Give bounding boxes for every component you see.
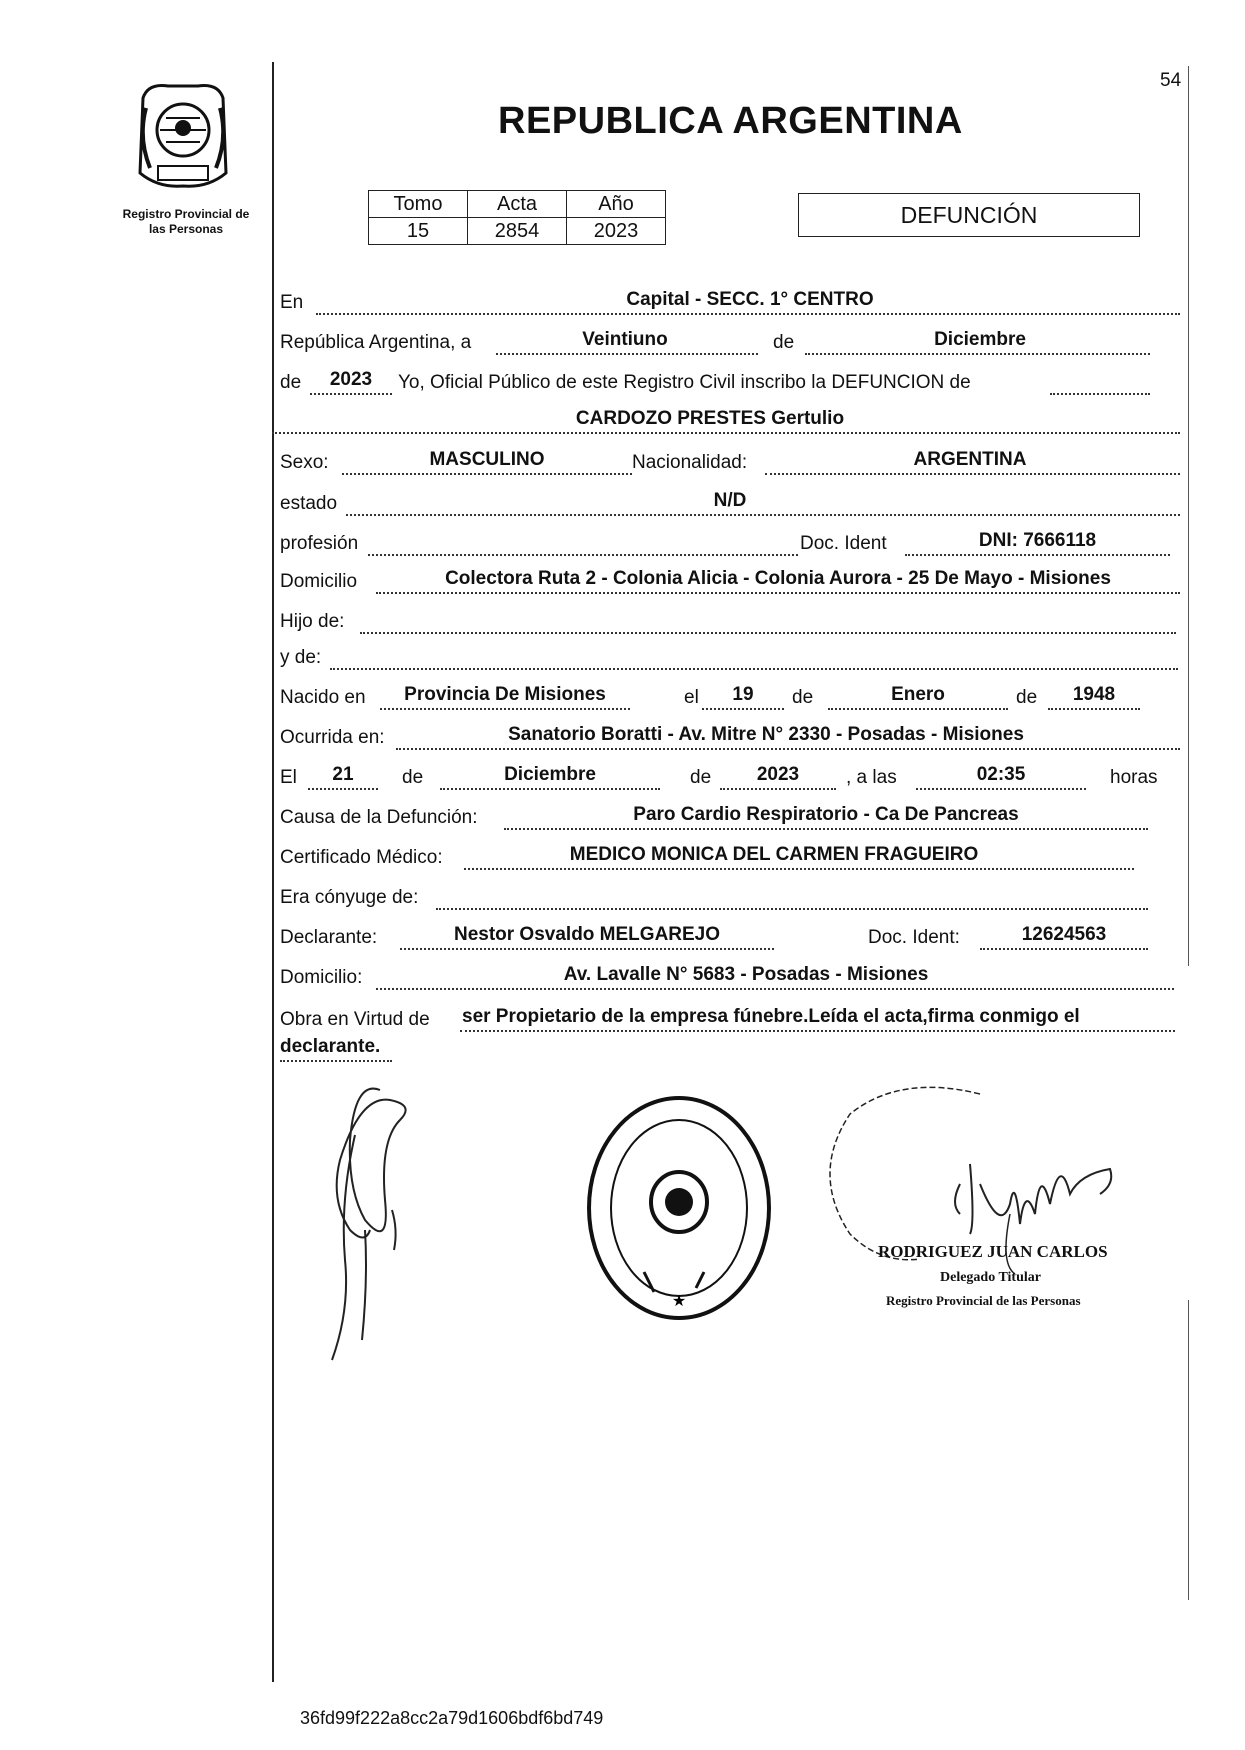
declarant-signature <box>310 1080 430 1375</box>
row-declarante <box>280 920 1180 954</box>
value-tomo: 15 <box>369 218 468 245</box>
row-domicilio <box>280 564 1180 598</box>
year-text: Yo, Oficial Público de este Registro Civil inscribo la DEFUNCION de <box>398 372 971 393</box>
month-value: Diciembre <box>934 329 1026 350</box>
row-obra-2 <box>280 1032 1180 1066</box>
year-value: 2023 <box>329 369 373 390</box>
right-margin-line <box>1188 66 1189 966</box>
nacionalidad-label: Nacionalidad: <box>632 452 748 473</box>
yde-label: y de: <box>280 647 322 668</box>
de-label: de <box>773 332 795 353</box>
row-yde <box>280 640 1180 674</box>
declarante-doc-label: Doc. Ident: <box>868 927 960 948</box>
row-republica <box>280 325 1180 359</box>
nacido-de-2: de <box>1016 687 1038 708</box>
certificado-value: MEDICO MONICA DEL CARMEN FRAGUEIRO <box>569 844 979 865</box>
domicilio-label: Domicilio <box>280 571 358 592</box>
row-en <box>280 285 1180 319</box>
ocurrida-value: Sanatorio Boratti - Av. Mitre N° 2330 - Posadas - Misiones <box>508 724 1024 745</box>
row-hijo <box>280 604 1180 638</box>
nacionalidad-value: ARGENTINA <box>913 449 1027 470</box>
en-value: Capital - SECC. 1° CENTRO <box>626 289 874 310</box>
doc-ident-label: Doc. Ident <box>800 533 887 554</box>
estado-value: N/D <box>713 490 747 511</box>
domicilio2-label: Domicilio: <box>280 967 363 988</box>
row-conyuge <box>280 880 1180 914</box>
declarante-label: Declarante: <box>280 927 378 948</box>
header-tomo: Tomo <box>369 191 468 218</box>
declarante-value: Nestor Osvaldo MELGAREJO <box>453 924 721 945</box>
row-ocurrida <box>280 720 1180 754</box>
sexo-label: Sexo: <box>280 452 329 473</box>
svg-text:★: ★ <box>671 1291 687 1310</box>
nacido-value: Provincia De Misiones <box>404 684 606 705</box>
el-de-2: de <box>690 767 712 788</box>
republica-label: República Argentina, a <box>280 332 472 353</box>
nacido-year: 1948 <box>1072 684 1116 705</box>
certificado-label: Certificado Médico: <box>280 847 443 868</box>
deceased-name: CARDOZO PRESTES Gertulio <box>575 408 845 429</box>
el-label: El <box>280 767 297 788</box>
row-estado <box>280 486 1180 520</box>
el-day: 21 <box>332 764 354 785</box>
conyuge-label: Era cónyuge de: <box>280 887 419 908</box>
left-margin-line <box>272 62 274 1682</box>
row-year <box>280 365 1180 399</box>
year-de-label: de <box>280 372 302 393</box>
row-certificado <box>280 840 1180 874</box>
ocurrida-label: Ocurrida en: <box>280 727 385 748</box>
el-horas: horas <box>1110 767 1158 788</box>
right-margin-line-lower <box>1188 1300 1189 1600</box>
row-name <box>280 404 1180 438</box>
el-time: 02:35 <box>976 764 1026 785</box>
estado-label: estado <box>280 493 338 514</box>
el-de-1: de <box>402 767 424 788</box>
obra-value: ser Propietario de la empresa fúnebre.Leída el acta,firma conmigo el <box>462 1006 1080 1027</box>
record-table <box>368 190 666 245</box>
province-logo <box>128 78 238 190</box>
doc-ident-value: DNI: 7666118 <box>978 530 1097 551</box>
causa-value: Paro Cardio Respiratorio - Ca De Pancreas <box>633 804 1019 825</box>
el-month: Diciembre <box>504 764 596 785</box>
profesion-label: profesión <box>280 533 359 554</box>
domicilio2-value: Av. Lavalle N° 5683 - Posadas - Misiones <box>563 964 929 985</box>
causa-label: Causa de la Defunción: <box>280 807 478 828</box>
value-acta: 2854 <box>468 218 567 245</box>
declarante-doc-value: 12624563 <box>1021 924 1107 945</box>
official-seal <box>584 1092 774 1329</box>
row-obra <box>280 1002 1180 1036</box>
row-causa <box>280 800 1180 834</box>
officer-title: Delegado Titular <box>940 1270 1041 1285</box>
document-hash: 36fd99f222a8cc2a79d1606bdf6bd749 <box>300 1708 604 1728</box>
nacido-de-1: de <box>792 687 814 708</box>
nacido-day: 19 <box>732 684 754 705</box>
nacido-month: Enero <box>891 684 945 705</box>
registry-label: Registro Provincial de las Personas <box>122 207 250 236</box>
page-title: REPUBLICA ARGENTINA <box>498 100 963 142</box>
row-domicilio-declarante <box>280 960 1180 994</box>
record-type-box: DEFUNCIÓN <box>798 193 1140 237</box>
domicilio-value: Colectora Ruta 2 - Colonia Alicia - Colonia Aurora - 25 De Mayo - Misiones <box>445 568 1111 589</box>
row-profesion <box>280 526 1180 560</box>
el-year: 2023 <box>756 764 800 785</box>
obra-label: Obra en Virtud de <box>280 1009 430 1030</box>
obra-value-2: declarante. <box>280 1036 381 1057</box>
hijo-label: Hijo de: <box>280 611 345 632</box>
row-sexo <box>280 445 1180 479</box>
row-fecha <box>280 760 1180 794</box>
page-number: 54 <box>1160 70 1182 91</box>
el-alas: , a las <box>846 767 897 788</box>
nacido-el-label: el <box>684 687 699 708</box>
header-anio: Año <box>567 191 666 218</box>
nacido-label: Nacido en <box>280 687 366 708</box>
sexo-value: MASCULINO <box>429 449 545 470</box>
officer-org: Registro Provincial de las Personas <box>886 1293 1081 1308</box>
en-label: En <box>280 292 304 313</box>
row-nacido <box>280 680 1180 714</box>
day-value: Veintiuno <box>582 329 668 350</box>
header-acta: Acta <box>468 191 567 218</box>
officer-name: RODRIGUEZ JUAN CARLOS <box>878 1242 1108 1261</box>
value-anio: 2023 <box>567 218 666 245</box>
